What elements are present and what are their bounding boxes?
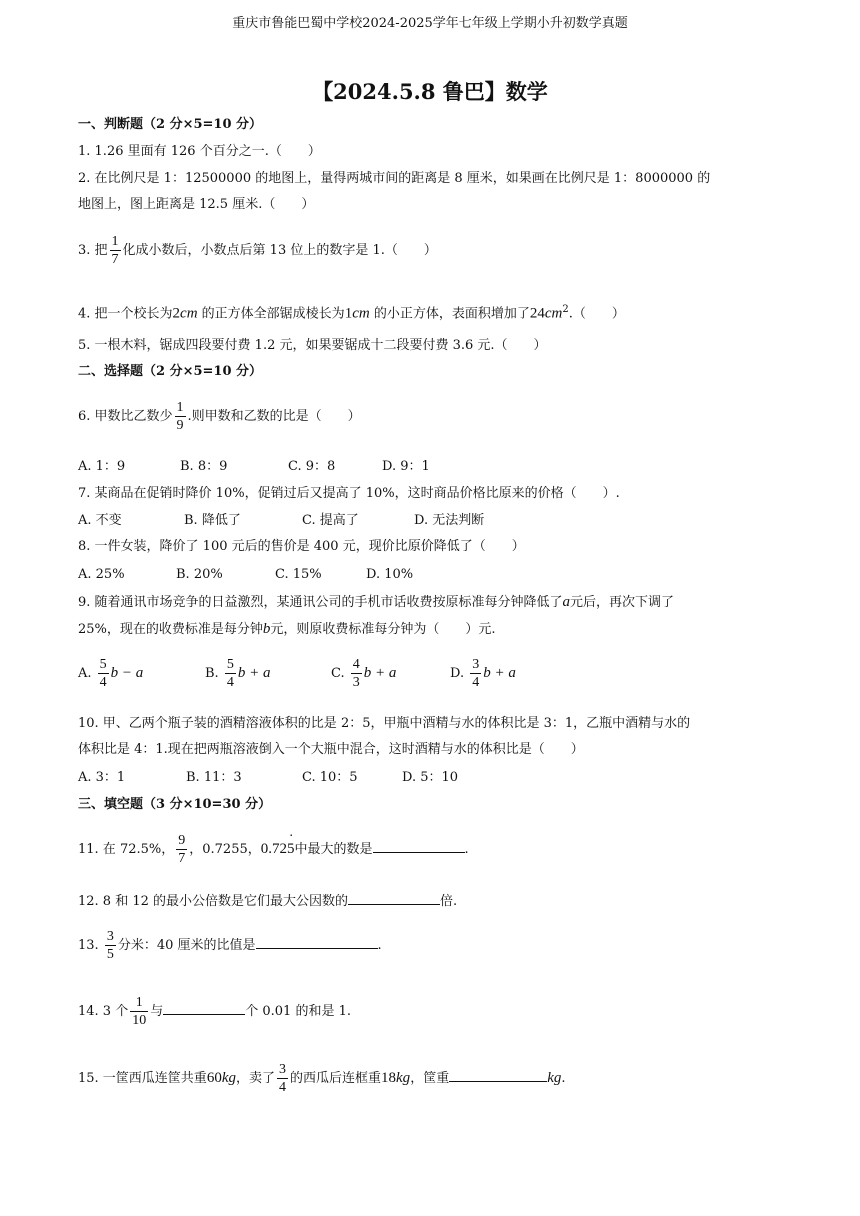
option-d[interactable]: D. 5：10 <box>402 770 459 785</box>
fraction <box>351 656 362 691</box>
value: 1 <box>344 305 353 322</box>
question-13-text-pre: 13. <box>78 938 99 953</box>
option-d[interactable]: D. 无法判断 <box>414 513 485 528</box>
section-judgement: 一、判断题（2 分×5=10 分） <box>78 117 263 132</box>
fraction-denominator: 9 <box>176 418 184 433</box>
fraction-denominator: 5 <box>106 947 114 962</box>
question-14 <box>78 994 351 1029</box>
fraction-denominator: 4 <box>279 1080 286 1095</box>
question-3-text-post: 化成小数后，小数点后第 13 位上的数字是 1.（ ） <box>122 243 437 258</box>
question-8: 8. 一件女装，降价了 100 元后的售价是 400 元，现价比原价降低了（ ） <box>78 539 525 554</box>
option-b[interactable]: B. 8：9 <box>180 459 228 474</box>
option-expression: b + a <box>237 665 271 681</box>
option-d[interactable]: D. 9：1 <box>382 459 430 474</box>
value: 2 <box>172 305 181 322</box>
fraction-numerator: 1 <box>176 400 184 415</box>
question-13-text-mid: 分米：40 厘米的比值是 <box>117 938 256 953</box>
exam-title: 【2024.5.8 鲁巴】数学 <box>312 79 548 104</box>
period: . <box>377 938 382 953</box>
question-7-options <box>78 511 484 531</box>
question-10-line-1: 10. 甲、乙两个瓶子装的酒精溶液体积的比是 2：5，甲瓶中酒精与水的体积比是 3：1，乙瓶中酒精与水的 <box>78 716 691 731</box>
question-1: 1. 1.26 里面有 126 个百分之一.（ ） <box>78 144 321 159</box>
question-11-text-post: 中最大的数是 <box>294 842 373 857</box>
option-a[interactable] <box>78 656 205 691</box>
fraction-denominator: 4 <box>99 675 107 690</box>
fraction-denominator: 10 <box>132 1013 147 1028</box>
answer-blank[interactable] <box>256 934 378 949</box>
answer-blank[interactable] <box>163 1000 245 1015</box>
option-b[interactable]: B. 20% <box>176 567 223 582</box>
question-9-line-1 <box>78 592 674 613</box>
option-c[interactable] <box>331 656 450 691</box>
option-a[interactable]: A. 1：9 <box>78 459 126 474</box>
variable-b: b <box>262 621 271 637</box>
page-header: 重庆市鲁能巴蜀中学校2024-2025学年七年级上学期小升初数学真题 <box>232 16 628 31</box>
fraction-denominator: 4 <box>226 675 234 690</box>
fraction-numerator: 3 <box>472 657 480 672</box>
period: . <box>561 1071 566 1086</box>
question-15-text-c: 的西瓜后连框重 <box>290 1071 382 1086</box>
fraction-denominator: 7 <box>178 851 186 866</box>
section-fill-in: 三、填空题（3 分×10=30 分） <box>78 797 272 812</box>
question-14-text-mid: 与 <box>150 1004 164 1019</box>
option-b[interactable] <box>205 656 331 691</box>
option-b[interactable]: B. 11：3 <box>186 770 242 785</box>
question-15 <box>78 1061 566 1096</box>
question-11-text-mid: ，0.7255， <box>189 842 261 857</box>
question-9-text-a: 9. 随着通讯市场竞争的日益激烈，某通讯公司的手机市话收费按原标准每分钟降低了 <box>78 595 563 610</box>
answer-blank[interactable] <box>348 890 440 905</box>
answer-blank[interactable] <box>449 1067 547 1082</box>
option-d[interactable]: D. 10% <box>366 567 414 582</box>
question-15-text-a: 15. 一筐西瓜连筐共重 <box>78 1071 207 1086</box>
option-expression: b + a <box>483 665 516 681</box>
period: . <box>464 842 469 857</box>
question-15-text-b: ，卖了 <box>235 1071 275 1086</box>
question-8-options <box>78 565 413 585</box>
question-4-text-d: .（ ） <box>568 306 625 322</box>
question-14-text-post: 个 0.01 的和是 1. <box>245 1004 351 1019</box>
question-2-line-1: 2. 在比例尺是 1：12500000 的地图上，量得两城市间的距离是 8 厘米，如果画在比例尺是 1：8000000 的 <box>78 171 711 186</box>
variable-a: a <box>562 594 571 610</box>
option-c[interactable]: C. 10：5 <box>302 770 358 785</box>
question-9-line-2 <box>78 619 496 640</box>
question-5: 5. 一根木料，锯成四段要付费 1.2 元，如果要锯成十二段要付费 3.6 元.（ ） <box>78 338 547 353</box>
question-10-options <box>78 768 458 788</box>
value: 24 <box>529 305 545 322</box>
question-9-options <box>78 656 516 691</box>
fraction-numerator: 5 <box>99 657 107 672</box>
option-label: B. <box>205 666 219 681</box>
fraction-numerator: 4 <box>352 657 360 672</box>
question-12 <box>78 890 457 912</box>
question-7: 7. 某商品在促销时降价 10%，促销过后又提高了 10%，这时商品价格比原来的价格（ ）. <box>78 486 620 501</box>
value: 60 <box>206 1070 222 1086</box>
question-4-text-a: 4. 把一个校长为 <box>78 306 173 322</box>
option-c[interactable]: C. 9：8 <box>288 459 336 474</box>
option-label: D. <box>450 666 465 681</box>
unit: kg <box>547 1070 562 1086</box>
fraction-numerator: 5 <box>226 657 234 672</box>
question-6-text-pre: 6. 甲数比乙数少 <box>78 409 173 424</box>
option-expression: b − a <box>110 665 144 681</box>
question-3 <box>78 233 437 268</box>
fraction <box>470 656 481 691</box>
question-9-text-d: 元，则原收费标准每分钟为（ ）元. <box>270 622 496 637</box>
fraction-numerator: 3 <box>279 1062 286 1077</box>
fraction <box>105 928 116 963</box>
option-a[interactable]: A. 3：1 <box>78 770 126 785</box>
unit: kg <box>221 1070 236 1086</box>
fraction-numerator: 9 <box>178 833 186 848</box>
question-4-text-b: 的正方体全部锯成棱长为 <box>197 306 345 322</box>
question-9-text-b: 元后，再次下调了 <box>570 595 675 610</box>
value: 18 <box>381 1070 397 1086</box>
fraction-denominator: 7 <box>111 252 119 267</box>
question-15-text-d: ，筐重 <box>410 1071 450 1086</box>
option-c[interactable]: C. 提高了 <box>302 513 359 528</box>
fraction-numerator: 3 <box>106 929 114 944</box>
question-4 <box>78 300 625 324</box>
question-11 <box>78 832 469 867</box>
option-a[interactable]: A. 25% <box>78 567 125 582</box>
option-label: C. <box>331 666 345 681</box>
question-14-text-pre: 14. 3 个 <box>78 1004 129 1019</box>
fraction-numerator: 1 <box>130 994 148 1012</box>
question-2-line-2: 地图上，图上距离是 12.5 厘米.（ ） <box>78 197 315 212</box>
unit: cm <box>180 305 198 322</box>
option-expression: b + a <box>363 665 397 681</box>
question-13 <box>78 928 382 963</box>
fraction-denominator: 3 <box>352 675 360 690</box>
fraction <box>277 1061 288 1096</box>
answer-blank[interactable] <box>373 838 465 853</box>
question-4-text-c: 的小正方体，表面积增加了 <box>369 306 530 322</box>
fraction <box>98 656 109 691</box>
question-6-text-post: .则甲数和乙数的比是（ ） <box>187 409 361 424</box>
fraction-denominator: 4 <box>472 675 480 690</box>
unit: kg <box>396 1070 411 1086</box>
repeating-digit: 5 · <box>287 839 295 859</box>
unit: cm <box>352 305 370 322</box>
option-b[interactable]: B. 降低了 <box>184 513 241 528</box>
repeating-decimal: 0.72 <box>260 841 287 857</box>
section-choice: 二、选择题（2 分×5=10 分） <box>78 364 263 379</box>
option-label: A. <box>78 666 92 681</box>
question-6 <box>78 399 361 434</box>
question-3-text-pre: 3. 把 <box>78 243 108 258</box>
fraction-numerator: 1 <box>111 234 119 249</box>
unit: cm <box>544 305 563 322</box>
question-11-text-pre: 11. 在 72.5%， <box>78 842 175 857</box>
fraction <box>110 233 121 268</box>
option-c[interactable]: C. 15% <box>275 567 322 582</box>
question-6-options <box>78 457 430 477</box>
fraction <box>130 994 148 1029</box>
question-12-text-pre: 12. 8 和 12 的最小公倍数是它们最大公因数的 <box>78 894 349 909</box>
question-9-text-c: 25%，现在的收费标准是每分钟 <box>78 622 263 637</box>
superscript: 2 <box>562 304 569 315</box>
option-d[interactable] <box>450 656 516 691</box>
fraction <box>175 399 186 434</box>
option-a[interactable]: A. 不变 <box>78 513 122 528</box>
fraction <box>176 832 187 867</box>
fraction <box>225 656 236 691</box>
question-12-text-post: 倍. <box>440 894 458 909</box>
question-10-line-2: 体积比是 4：1.现在把两瓶溶液倒入一个大瓶中混合，这时酒精与水的体积比是（ ） <box>78 742 584 757</box>
